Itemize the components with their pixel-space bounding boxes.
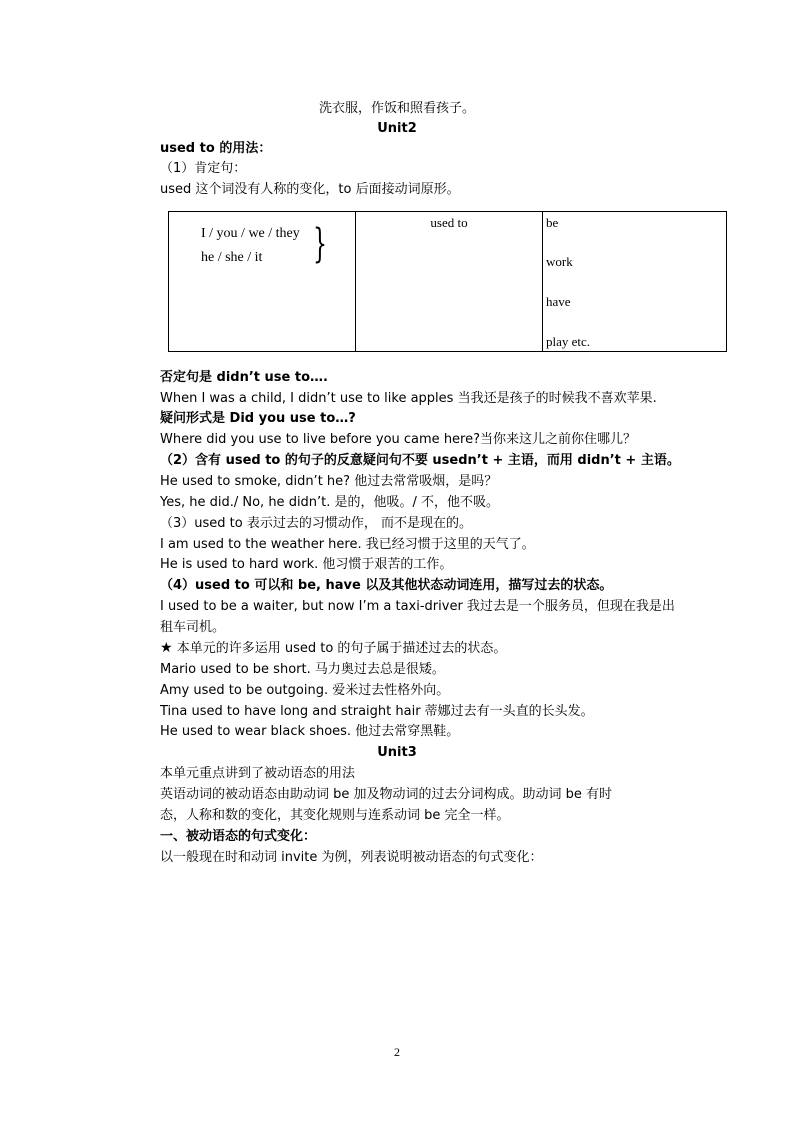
text-line: I am used to the weather here. 我已经习惯于这里的天气了。: [160, 537, 535, 552]
subject-cell: [169, 212, 356, 352]
text-line: used 这个词没有人称的变化，to 后面接动词原形。: [160, 182, 460, 197]
used-to-table: [168, 211, 727, 352]
section-title: used to 的用法：: [160, 141, 272, 156]
unit-heading: Unit2: [377, 121, 417, 136]
text-line: 本单元重点讲到了被动语态的用法: [160, 766, 356, 781]
section-title: （4）used to 可以和 be, have 以及其他状态动词连用，描写过去的状态。: [160, 578, 613, 593]
text-line: 态，人称和数的变化，其变化规则与连系动词 be 完全一样。: [160, 808, 510, 823]
text-line: Mario used to be short. 马力奥过去总是很矮。: [160, 662, 445, 677]
text-line: （1）肯定句：: [160, 161, 247, 176]
text-line: （3）used to 表示过去的习惯动作， 而不是现在的。: [160, 516, 472, 531]
text-line: He is used to hard work. 他习惯于艰苦的工作。: [160, 557, 453, 572]
text-line: Tina used to have long and straight hair 蒂娜过去有一头直的长头发。: [160, 704, 594, 719]
unit-heading: Unit3: [377, 745, 417, 760]
text-line: I used to be a waiter, but now I’m a taxi-driver 我过去是一个服务员，但现在我是出: [160, 599, 675, 614]
note-text: 本单元的许多运用 used to 的句子属于描述过去的状态。: [172, 641, 507, 656]
text-line: 以一般现在时和动词 invite 为例，列表说明被动语态的句式变化：: [160, 850, 543, 865]
text-line: Where did you use to live before you came here?当你来这儿之前你住哪儿？: [160, 432, 637, 447]
text-line: Yes, he did./ No, he didn’t. 是的，他吸。/ 不，他不吸。: [160, 495, 500, 510]
section-title: 一、被动语态的句式变化：: [160, 829, 317, 844]
text-line: 英语动词的被动语态由助动词 be 加及物动词的过去分词构成。助动词 be 有时: [160, 787, 613, 802]
verb-item: play etc.: [546, 334, 591, 349]
subjects-plural: I / you / we / they: [201, 226, 300, 241]
text-line: Amy used to be outgoing. 爱米过去性格外向。: [160, 683, 450, 698]
text-line: He used to smoke, didn’t he? 他过去常常吸烟，是吗？: [160, 474, 498, 489]
verb-item: work: [546, 254, 573, 269]
section-title: 疑问形式是 Did you use to…?: [160, 411, 356, 426]
text-line: He used to wear black shoes. 他过去常穿黑鞋。: [160, 724, 460, 739]
section-title: 否定句是 didn’t use to….: [160, 370, 328, 385]
brace-icon: }: [313, 221, 327, 267]
text-line: 洗衣服，作饭和照看孩子。: [318, 101, 475, 116]
text-line: When I was a child, I didn’t use to like apples 当我还是孩子的时候我不喜欢苹果.: [160, 391, 657, 406]
verb-item: have: [546, 294, 571, 309]
used-to-cell: [356, 212, 543, 352]
page-number: 2: [394, 1045, 400, 1059]
used-to-label: used to: [430, 215, 468, 230]
subjects-singular: he / she / it: [201, 250, 263, 265]
verb-item: be: [546, 215, 559, 230]
note-line: [160, 640, 506, 657]
section-title: （2）含有 used to 的句子的反意疑问句不要 usedn’t + 主语，而用 didn’t + 主语。: [160, 453, 680, 468]
verb-cell: [543, 212, 727, 352]
text-line: 租车司机。: [160, 620, 226, 635]
star-icon: ★: [160, 640, 173, 656]
